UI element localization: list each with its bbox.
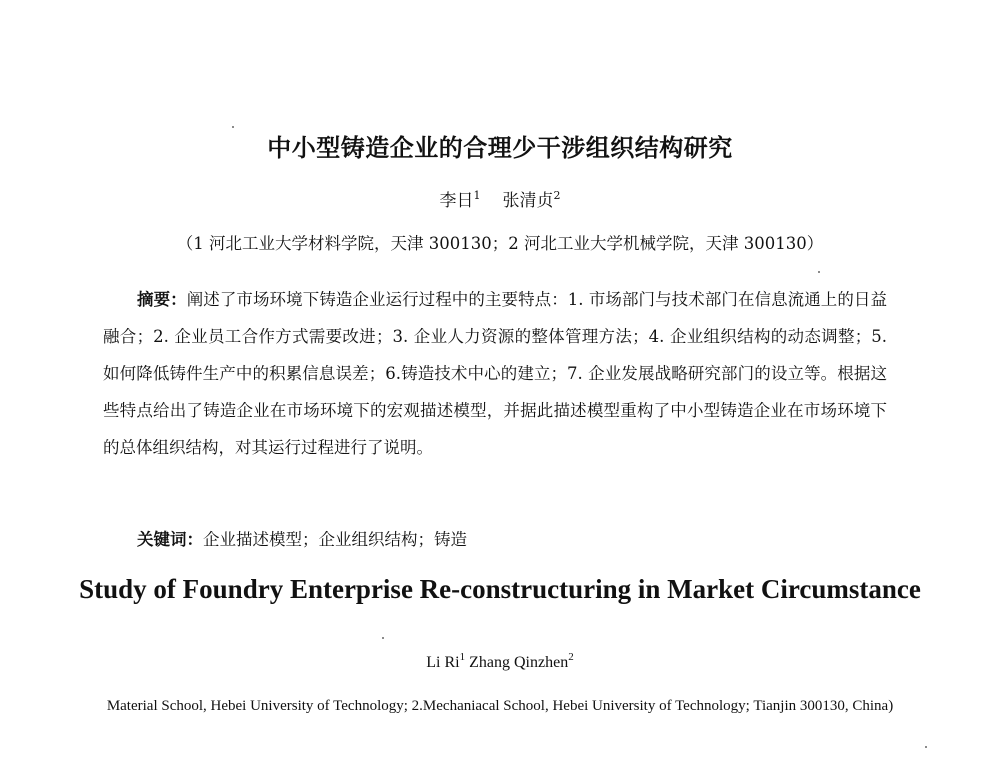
author-mark: 1	[473, 189, 481, 202]
english-title-text: Study of Foundry Enterprise Re-constructuring in Market Circumstance	[79, 574, 921, 604]
keywords-label: 关键词：	[137, 530, 203, 549]
scan-speck	[818, 271, 820, 273]
chinese-title: 中小型铸造企业的合理少干涉组织结构研究	[267, 134, 733, 162]
chinese-abstract	[103, 281, 887, 466]
keywords-text: 企业描述模型；企业组织结构；铸造	[203, 530, 467, 549]
english-authors	[0, 651, 1000, 672]
english-affiliation: Material School, Hebei University of Technology; 2.Mechaniacal School, Hebei University of Technology; Tianjin 300130, China)	[106, 698, 894, 714]
author-name: 李日	[439, 191, 474, 211]
chinese-authors	[0, 186, 1000, 211]
author-name: Zhang Qinzhen	[469, 654, 569, 671]
author-name: Li Ri	[426, 654, 460, 671]
scan-speck	[925, 746, 927, 748]
author-mark: 1	[459, 651, 466, 663]
english-title	[0, 573, 1000, 606]
author-mark: 2	[568, 651, 574, 663]
abstract-text: 阐述了市场环境下铸造企业运行过程中的主要特点：1. 市场部门与技术部门在信息流通上的日益融合；2. 企业员工合作方式需要改进；3. 企业人力资源的整体管理方法；4. 企业组织结构的动态调整；5. 如何降低铸件生产中的积累信息误差；6.铸造技术中心的建立；7. 企业发展战略研究部门的设立等。根据这些特点给出了铸造企业在市场环境下的宏观描述模型，并据此描述模型重构了中小型铸造企业在市场环境下的总体组织结构，对其运行过程进行了说明。	[103, 290, 888, 457]
author-mark: 2	[553, 189, 561, 202]
chinese-keywords	[137, 526, 887, 550]
author-name: 张清贞	[502, 191, 554, 211]
chinese-affiliation: （1 河北工业大学材料学院，天津 300130；2 河北工业大学机械学院，天津 300130）	[176, 234, 824, 253]
scan-speck	[232, 126, 234, 128]
abstract-label: 摘要：	[137, 290, 187, 309]
scan-speck	[382, 637, 384, 639]
